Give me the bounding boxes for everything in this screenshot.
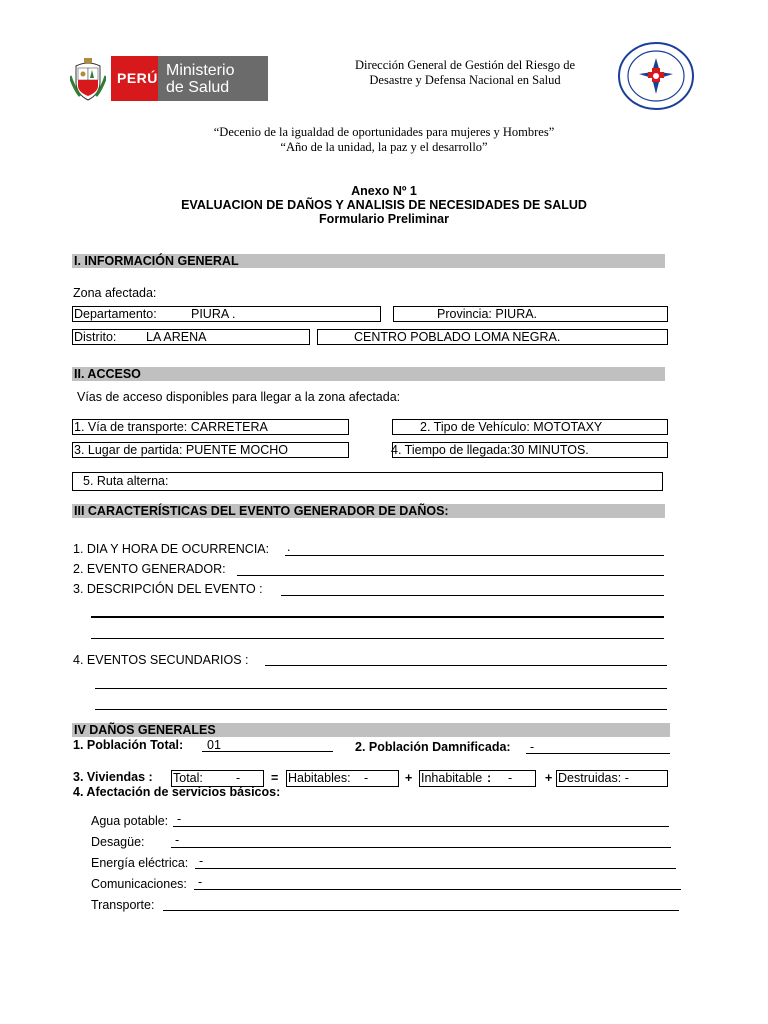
province-label: Provincia: PIURA. (437, 307, 538, 321)
arrival-field[interactable] (392, 442, 668, 458)
transport-field[interactable] (72, 419, 349, 435)
basic-services-label: 4. Afectación de servicios básicos: (73, 785, 281, 799)
water-value: - (177, 812, 182, 826)
ministry-logo-line2: de Salud (166, 79, 230, 96)
event-datetime-label: 1. DIA Y HORA DE OCURRENCIA: (73, 542, 270, 556)
annex-number: Anexo Nº 1 (351, 184, 417, 198)
section-access-heading: II. ACCESO (72, 367, 665, 381)
vehicle-field[interactable] (392, 419, 668, 435)
power-value: - (199, 854, 204, 868)
district-field[interactable] (72, 329, 310, 345)
population-total-label: 1. Población Total: (73, 738, 184, 752)
department-label: Departamento: (74, 307, 157, 321)
event-description-line-2[interactable] (91, 616, 664, 618)
event-description-label: 3. DESCRIPCIÓN DEL EVENTO : (73, 582, 263, 596)
drain-line[interactable] (171, 847, 671, 848)
ministry-logo (158, 56, 268, 101)
drain-value: - (175, 833, 180, 847)
event-description-line[interactable] (281, 595, 664, 596)
alt-route-field[interactable] (72, 472, 663, 491)
secondary-events-line-3[interactable] (95, 709, 667, 710)
department-value: PIURA . (191, 307, 236, 321)
population-damaged-value: - (530, 740, 535, 754)
secondary-events-line-2[interactable] (95, 688, 667, 689)
housing-inhabitable-colon: : (487, 771, 492, 785)
housing-inhabitable-value: - (508, 771, 513, 785)
department-field[interactable] (72, 306, 381, 322)
ministry-seal-icon (617, 42, 695, 110)
equals-sign: = (271, 771, 279, 785)
section-damages-heading: IV DAÑOS GENERALES (72, 723, 670, 737)
year-slogan: “Año de la unidad, la paz y el desarrollo” (280, 140, 488, 154)
population-damaged-label: 2. Población Damnificada: (355, 740, 511, 754)
transport-text: 1. Vía de transporte: CARRETERA (74, 420, 268, 434)
power-line[interactable] (195, 868, 676, 869)
district-value: LA ARENA (146, 330, 207, 344)
directorate-line1: Dirección General de Gestión del Riesgo de (354, 58, 576, 72)
event-generator-line[interactable] (237, 575, 664, 576)
ministry-logo-line1: Ministerio (166, 62, 235, 79)
province-field[interactable] (393, 306, 668, 322)
housing-total-label: Total: (173, 771, 203, 785)
district-label: Distrito: (74, 330, 117, 344)
event-datetime-line[interactable] (285, 555, 664, 556)
population-total-value: 01 (207, 738, 221, 752)
housing-habitable-field[interactable] (286, 770, 399, 787)
directorate-line2: Desastre y Defensa Nacional en Salud (369, 73, 561, 87)
section-general-info-heading: I. INFORMACIÓN GENERAL (72, 254, 665, 268)
secondary-events-line[interactable] (265, 665, 667, 666)
housing-label: 3. Viviendas : (73, 770, 153, 784)
decade-slogan: “Decenio de la igualdad de oportunidades para mujeres y Hombres” (213, 125, 555, 139)
comms-label: Comunicaciones: (91, 877, 187, 891)
comms-value: - (198, 875, 203, 889)
section-event-heading: III CARACTERÍSTICAS DEL EVENTO GENERADOR DE DAÑOS: (72, 504, 665, 518)
form-title: EVALUACION DE DAÑOS Y ANALISIS DE NECESIDADES DE SALUD (181, 198, 587, 212)
event-datetime-value: . (287, 540, 291, 554)
directorate-heading (330, 58, 600, 88)
peru-logo (111, 56, 158, 101)
secondary-events-label: 4. EVENTOS SECUNDARIOS : (73, 653, 249, 667)
housing-destroyed-label: Destruidas: - (558, 771, 629, 785)
power-label: Energía eléctrica: (91, 856, 189, 870)
transport-service-line[interactable] (163, 910, 679, 911)
housing-destroyed-field[interactable] (556, 770, 668, 787)
departure-text: 3. Lugar de partida: PUENTE MOCHO (74, 443, 288, 457)
departure-field[interactable] (72, 442, 349, 458)
housing-habitable-value: - (364, 771, 369, 785)
housing-habitable-label: Habitables: (288, 771, 351, 785)
zone-label: Zona afectada: (73, 286, 157, 300)
vehicle-text: 2. Tipo de Vehículo: MOTOTAXY (420, 420, 603, 434)
town-field[interactable] (317, 329, 668, 345)
event-generator-label: 2. EVENTO GENERADOR: (73, 562, 226, 576)
population-damaged-line[interactable] (526, 753, 670, 754)
housing-inhabitable-label: Inhabitable (421, 771, 483, 785)
plus-sign-1: + (405, 771, 413, 785)
peru-logo-text: PERÚ (117, 70, 158, 86)
access-intro: Vías de acceso disponibles para llegar a la zona afectada: (77, 390, 401, 404)
water-line[interactable] (173, 826, 669, 827)
event-description-line-3[interactable] (91, 638, 664, 639)
plus-sign-2: + (545, 771, 553, 785)
housing-inhabitable-field[interactable] (419, 770, 536, 787)
alt-route-label: 5. Ruta alterna: (83, 474, 169, 488)
population-total-line[interactable] (202, 751, 333, 752)
town-value: CENTRO POBLADO LOMA NEGRA. (354, 330, 561, 344)
housing-total-value: - (236, 771, 241, 785)
form-subtitle: Formulario Preliminar (319, 212, 449, 226)
water-label: Agua potable: (91, 814, 169, 828)
comms-line[interactable] (194, 889, 681, 890)
coat-of-arms-icon (70, 58, 106, 102)
transport-service-label: Transporte: (91, 898, 155, 912)
drain-label: Desagüe: (91, 835, 145, 849)
arrival-text: 4. Tiempo de llegada:30 MINUTOS. (391, 443, 589, 457)
